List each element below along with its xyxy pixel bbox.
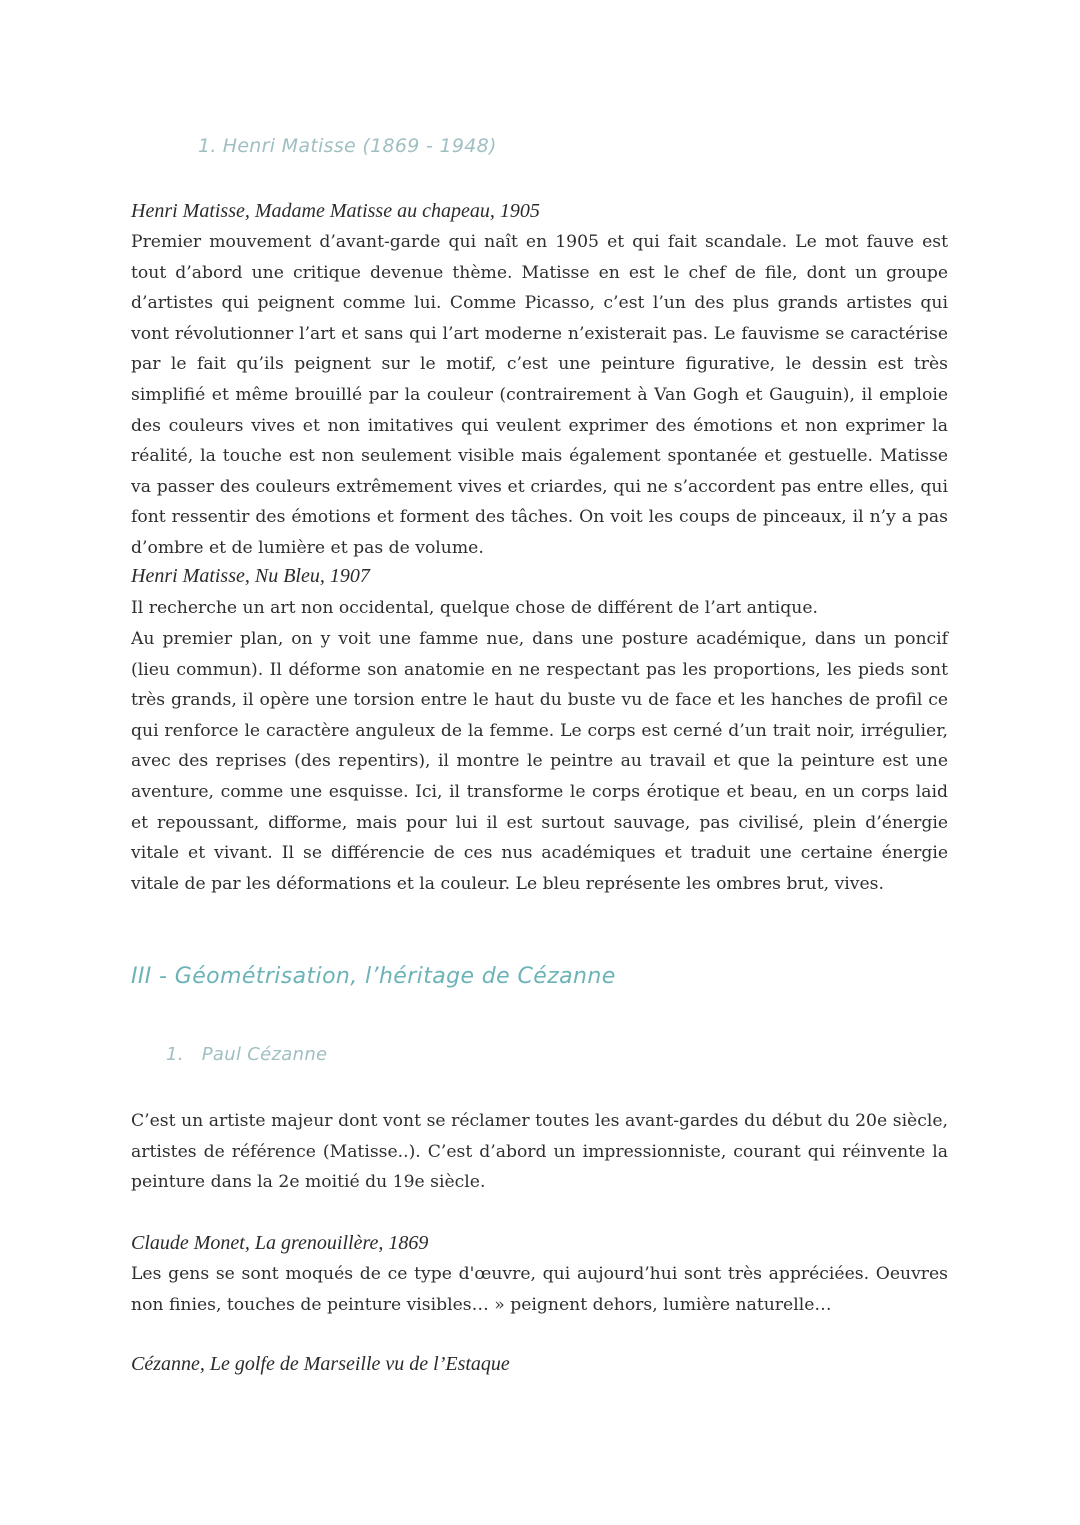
work-title-golfe-marseille: Cézanne, Le golfe de Marseille vu de l’Estaque [131, 1353, 510, 1375]
section-heading-geometrisation: III - Géométrisation, l’héritage de Cézanne [131, 964, 616, 989]
paragraph-fauvisme: Premier mouvement d’avant-garde qui naît en 1905 et qui fait scandale. Le mot fauve est tout d’abord une critique devenue thème. Matisse en est le chef de file, dont un groupe d’artistes qui peignent comme lui. Comme Picasso, c’est l’un des plus grands artistes qui vont révolutionner l’art et sans qui l’art moderne n’existerait pas. Le fauvisme se caractérise par le fait qu’ils peignent sur le motif, c’est une peinture figurative, le dessin est très simplifié et même brouillé par la couleur (contrairement à Van Gogh et Gauguin), il emploie des couleurs vives et non imitatives qui veulent exprimer des émotions et non exprimer la réalité, la touche est non seulement visible mais également spontanée et gestuelle. Matisse va passer des couleurs extrêmement vives et criardes, qui ne s’accordent pas entre elles, qui font ressentir des émotions et forment des tâches. On voit les coups de pinceaux, il n’y a pas d’ombre et de lumière et pas de volume. [131, 232, 948, 558]
paragraph-nu-bleu: Au premier plan, on y voit une famme nue, dans une posture académique, dans un poncif (lieu commun). Il déforme son anatomie en ne respectant pas les proportions, les pieds sont très grands, il opère une torsion entre le haut du buste vu de face et les hanches de profil ce qui renforce le caractère anguleux de la femme. Le corps est cerné d’un trait noir, irrégulier, avec des reprises (des repentirs), il montre le peintre au travail et que la peinture est une aventure, comme une esquisse. Ici, il transforme le corps érotique et beau, en un corps laid et repoussant, difforme, mais pour lui il est surtout sauvage, pas civilisé, plein d’énergie vitale et vivant. Il se différencie de ces nus académiques et traduit une certaine énergie vitale de par les déformations et la couleur. Le bleu représente les ombres brut, vives. [131, 629, 948, 894]
subheading-title: Henri Matisse (1869 - 1948) [222, 135, 497, 157]
subheading-number: 1. [198, 135, 217, 157]
subheading-cezanne [166, 1044, 327, 1065]
work-title-grenouillere: Claude Monet, La grenouillère, 1869 [131, 1232, 429, 1254]
subheading-matisse [198, 135, 497, 157]
subheading-title: Paul Cézanne [201, 1044, 328, 1065]
paragraph-monet: Les gens se sont moqués de ce type d'œuvre, qui aujourd’hui sont très appréciées. Oeuvres non finies, touches de peinture visibles… » peignent dehors, lumière naturelle… [131, 1264, 948, 1315]
work-title-madame-matisse: Henri Matisse, Madame Matisse au chapeau, 1905 [131, 200, 540, 222]
subheading-number: 1. [166, 1044, 184, 1065]
work-title-nu-bleu: Henri Matisse, Nu Bleu, 1907 [131, 565, 370, 587]
paragraph-nu-bleu-intro: Il recherche un art non occidental, quelque chose de différent de l’art antique. [131, 598, 819, 618]
paragraph-cezanne-intro: C’est un artiste majeur dont vont se réclamer toutes les avant-gardes du début du 20e siècle, artistes de référence (Matisse..). C’est d’abord un impressionniste, courant qui réinvente la peinture dans la 2e moitié du 19e siècle. [131, 1111, 948, 1193]
